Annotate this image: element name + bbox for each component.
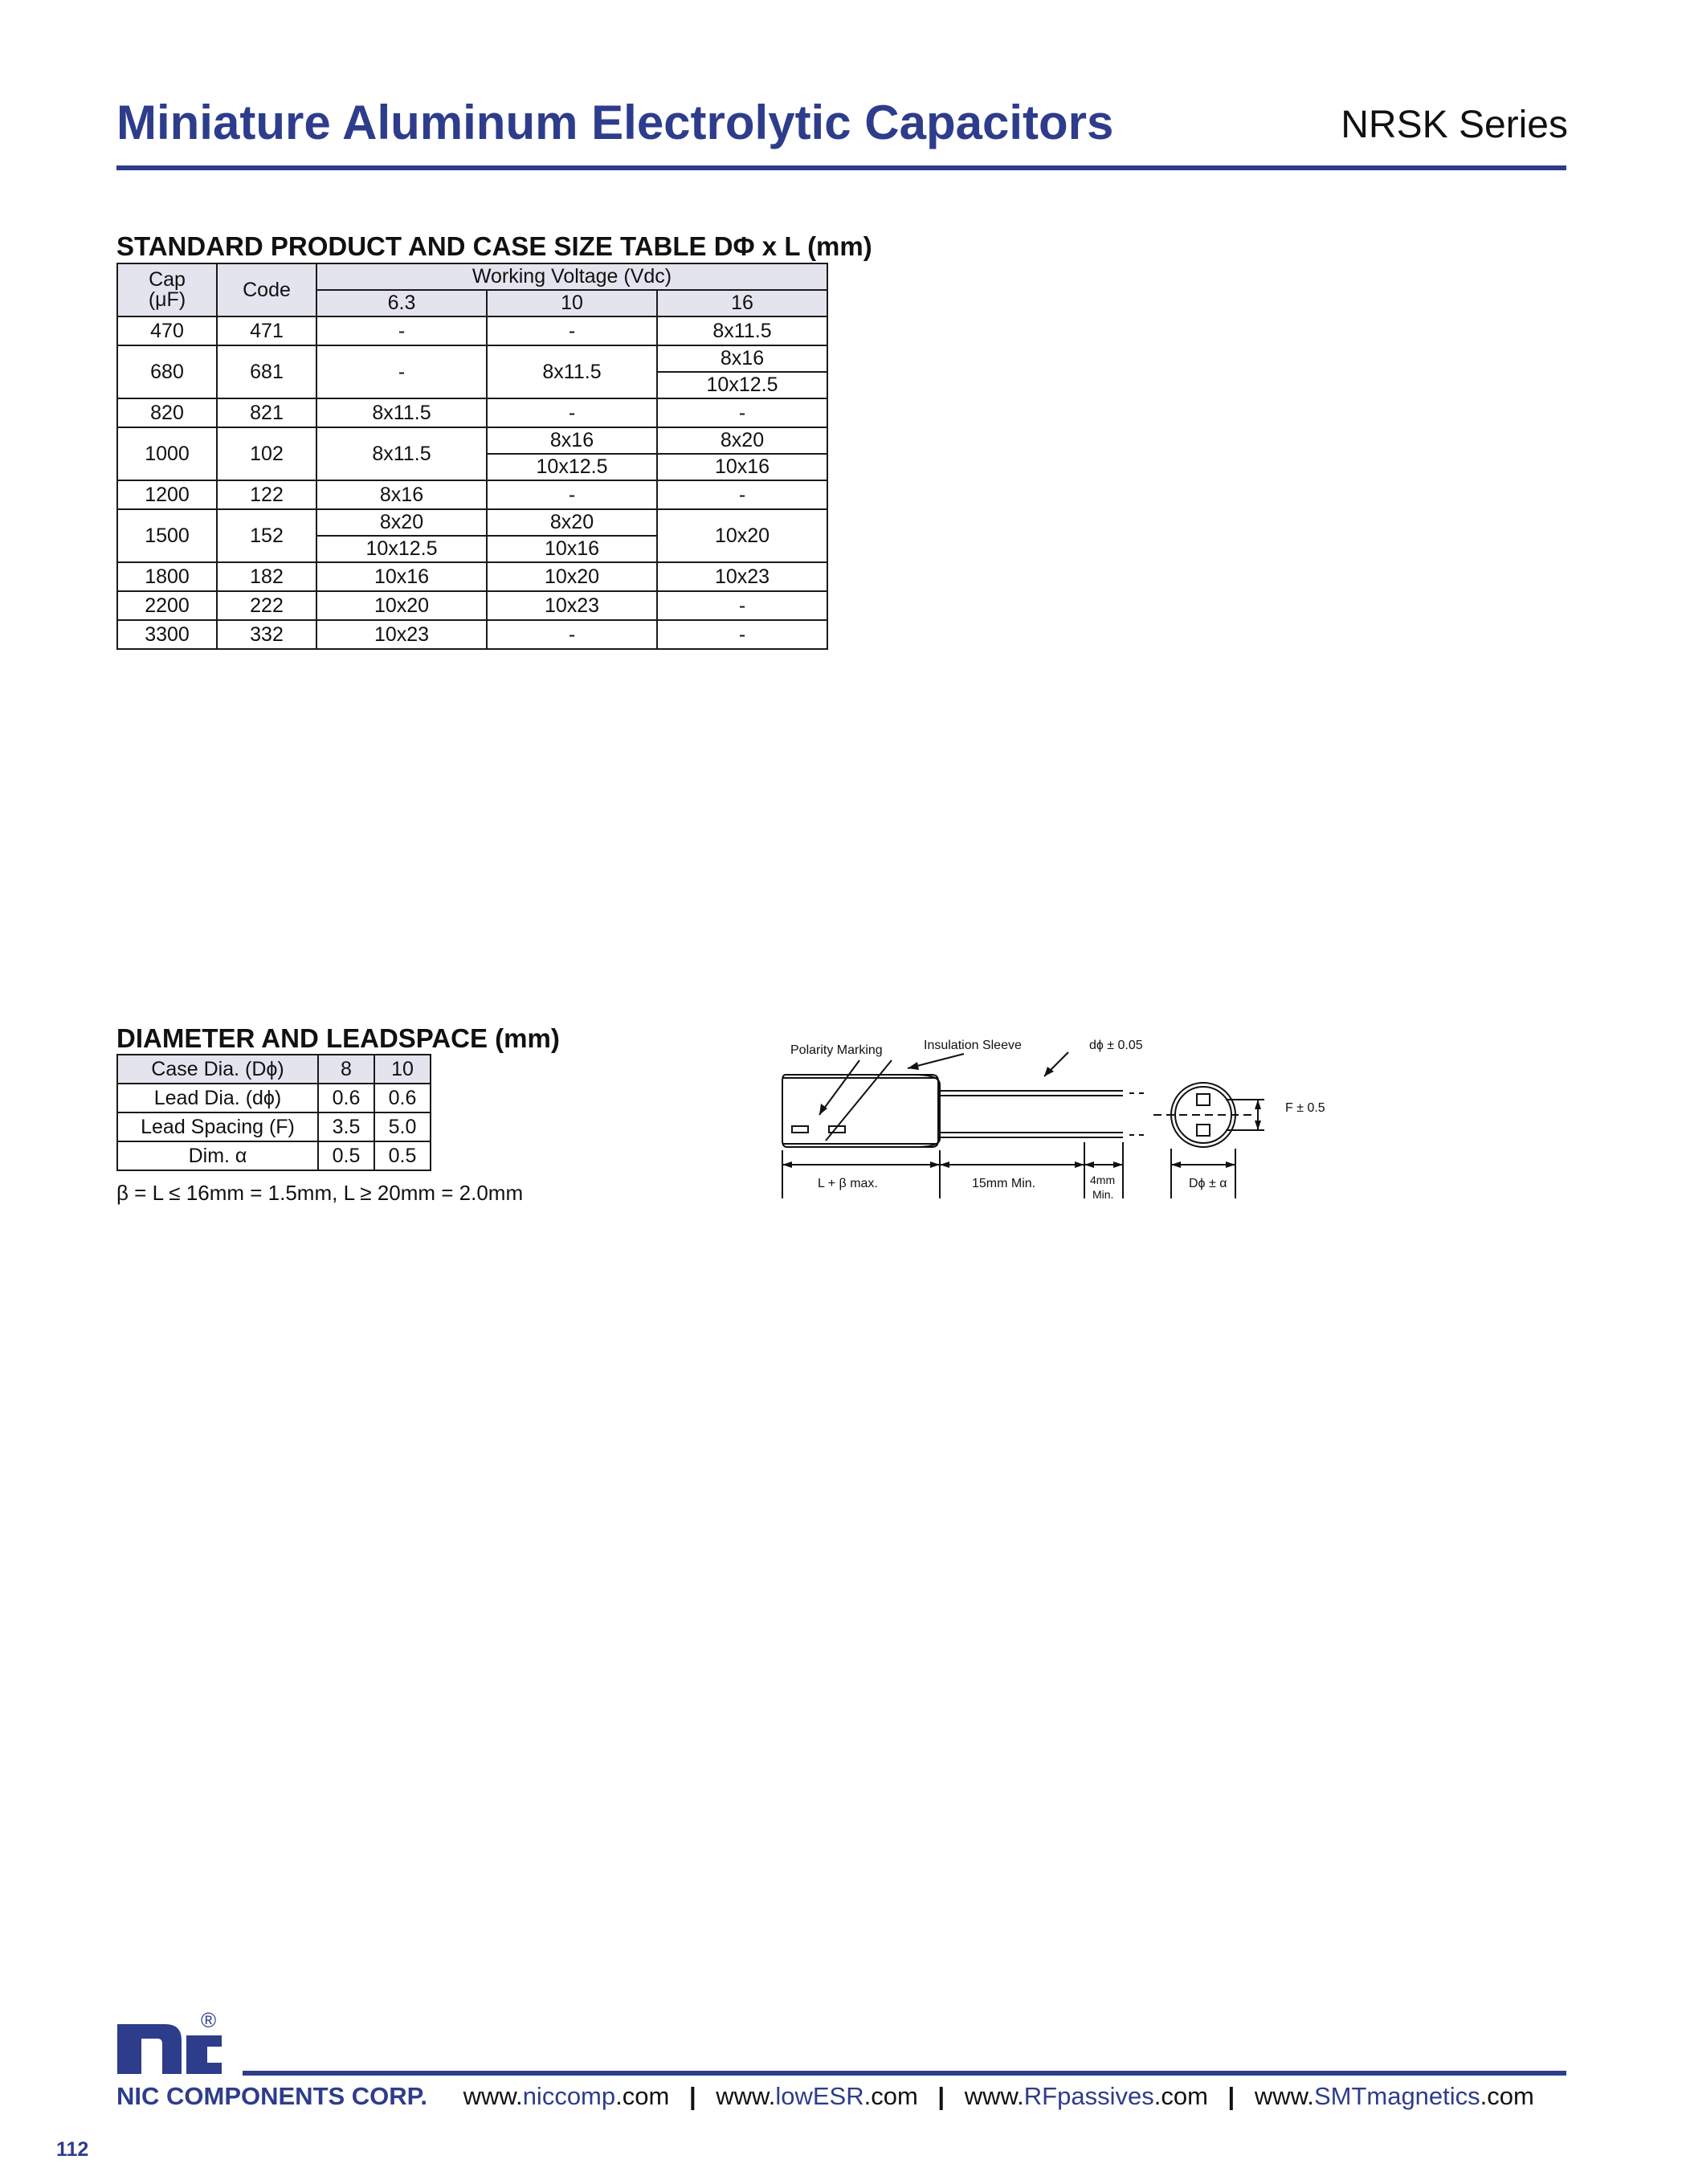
cell-size: -	[487, 620, 657, 649]
cell-size: 8x20	[487, 509, 657, 536]
label-polarity-marking: Polarity Marking	[790, 1043, 883, 1057]
cell-cap: 820	[117, 398, 217, 427]
row-label: Lead Dia. (dϕ)	[117, 1084, 318, 1112]
row-label: Dim. α	[117, 1141, 318, 1170]
table-row	[117, 398, 827, 427]
separator: |	[1227, 2082, 1235, 2110]
cell-size: 8x16	[657, 345, 827, 372]
cell-size: 10x23	[657, 562, 827, 591]
capacitor-leads	[940, 1091, 1123, 1137]
cell-value: 0.6	[318, 1084, 374, 1112]
link-smtmagnetics[interactable]: www.SMTmagnetics.com	[1254, 2082, 1534, 2110]
page-title: Miniature Aluminum Electrolytic Capacitors	[116, 96, 1114, 149]
polarity-mark	[792, 1126, 808, 1133]
header-voltage: 6.3	[316, 290, 487, 316]
cell-size: 10x20	[487, 562, 657, 591]
row-label: Lead Spacing (F)	[117, 1112, 318, 1141]
table-row	[117, 316, 827, 345]
cell-value: 3.5	[318, 1112, 374, 1141]
cell-cap: 470	[117, 316, 217, 345]
cell-cap: 680	[117, 345, 217, 398]
label-f-tolerance: F ± 0.5	[1285, 1101, 1325, 1115]
cell-size: 10x16	[487, 536, 657, 562]
table-row	[117, 1112, 431, 1141]
cell-size: 8x11.5	[316, 427, 487, 480]
cell-cap: 1500	[117, 509, 217, 562]
cell-size: -	[657, 398, 827, 427]
link-niccomp[interactable]: www.niccomp.com	[463, 2082, 670, 2110]
cell-value: 0.6	[374, 1084, 431, 1112]
footer-links	[116, 2082, 1534, 2111]
cell-size: 10x23	[316, 620, 487, 649]
cell-size: -	[316, 345, 487, 398]
cell-size: 10x12.5	[657, 372, 827, 398]
case-size-table	[116, 263, 828, 650]
cell-code: 471	[217, 316, 316, 345]
cell-size: 8x20	[657, 427, 827, 454]
cell-code: 122	[217, 480, 316, 509]
cell-size: 10x12.5	[487, 454, 657, 480]
table-row	[117, 427, 827, 454]
title-rule	[116, 165, 1566, 170]
cell-cap: 1800	[117, 562, 217, 591]
row-label: Case Dia. (Dϕ)	[117, 1055, 318, 1084]
leadspace-heading: DIAMETER AND LEADSPACE (mm)	[116, 1023, 560, 1053]
label-4mm: 4mm	[1090, 1174, 1116, 1186]
label-insulation-sleeve: Insulation Sleeve	[924, 1039, 1022, 1052]
header-voltage: 10	[487, 290, 657, 316]
cell-cap: 3300	[117, 620, 217, 649]
table-row	[117, 509, 827, 536]
link-rfpassives[interactable]: www.RFpassives.com	[964, 2082, 1208, 2110]
cell-code: 182	[217, 562, 316, 591]
cell-code: 681	[217, 345, 316, 398]
cell-size: -	[657, 480, 827, 509]
cell-code: 102	[217, 427, 316, 480]
cell-size: -	[487, 398, 657, 427]
registered-mark: ®	[201, 2008, 217, 2032]
cell-size: -	[487, 316, 657, 345]
label-min: Min.	[1092, 1188, 1114, 1201]
cell-cap: 1000	[117, 427, 217, 480]
table-row	[117, 591, 827, 620]
header-cap-line2: (μF)	[148, 288, 186, 311]
table-row	[117, 345, 827, 372]
label-lead-diameter: dϕ ± 0.05	[1089, 1039, 1143, 1052]
separator: |	[688, 2082, 696, 2110]
label-diameter: Dϕ ± α	[1189, 1177, 1227, 1190]
cell-value: 0.5	[374, 1141, 431, 1170]
series-name: NRSK Series	[1341, 104, 1568, 146]
header-working-voltage: Working Voltage (Vdc)	[316, 263, 827, 290]
cell-size: 10x16	[657, 454, 827, 480]
cell-code: 152	[217, 509, 316, 562]
cell-size: 10x16	[316, 562, 487, 591]
cell-code: 222	[217, 591, 316, 620]
cell-value: 5.0	[374, 1112, 431, 1141]
table-row	[117, 562, 827, 591]
separator: |	[937, 2082, 945, 2110]
table-row	[117, 480, 827, 509]
beta-note: β = L ≤ 16mm = 1.5mm, L ≥ 20mm = 2.0mm	[116, 1181, 524, 1205]
cell-size: -	[657, 620, 827, 649]
capacitor-body	[782, 1075, 940, 1147]
table-row	[117, 1055, 431, 1084]
cell-size: -	[657, 591, 827, 620]
link-lowesr[interactable]: www.lowESR.com	[716, 2082, 918, 2110]
cell-code: 332	[217, 620, 316, 649]
header-cap-line1: Cap	[149, 268, 186, 291]
case-size-heading: STANDARD PRODUCT AND CASE SIZE TABLE DΦ x L (mm)	[116, 231, 872, 261]
table-row	[117, 620, 827, 649]
cell-size: 8x11.5	[657, 316, 827, 345]
cell-size: 10x23	[487, 591, 657, 620]
page-number: 112	[56, 2138, 89, 2161]
cell-size: 8x16	[316, 480, 487, 509]
cell-value: 8	[318, 1055, 374, 1084]
nic-logo	[117, 2008, 222, 2077]
cell-size: 8x11.5	[316, 398, 487, 427]
leadspace-table	[116, 1054, 431, 1171]
table-row	[117, 1084, 431, 1112]
cell-size: 8x20	[316, 509, 487, 536]
label-lead-length: 15mm Min.	[972, 1177, 1036, 1190]
cell-size: 10x20	[657, 509, 827, 562]
cell-size: -	[316, 316, 487, 345]
header-code: Code	[217, 263, 316, 316]
capacitor-dimension-diagram	[779, 1020, 1357, 1213]
cell-cap: 2200	[117, 591, 217, 620]
label-length: L + β max.	[818, 1177, 878, 1190]
table-row	[117, 1141, 431, 1170]
cell-value: 0.5	[318, 1141, 374, 1170]
company-name: NIC COMPONENTS CORP.	[116, 2082, 427, 2110]
cell-size: 8x16	[487, 427, 657, 454]
cell-size: 10x12.5	[316, 536, 487, 562]
cell-value: 10	[374, 1055, 431, 1084]
footer-rule	[243, 2071, 1566, 2076]
cell-code: 821	[217, 398, 316, 427]
header-voltage: 16	[657, 290, 827, 316]
cell-cap: 1200	[117, 480, 217, 509]
cell-size: -	[487, 480, 657, 509]
header-cap	[117, 263, 217, 316]
cell-size: 10x20	[316, 591, 487, 620]
polarity-stripe	[826, 1060, 892, 1141]
cell-size: 8x11.5	[487, 345, 657, 398]
